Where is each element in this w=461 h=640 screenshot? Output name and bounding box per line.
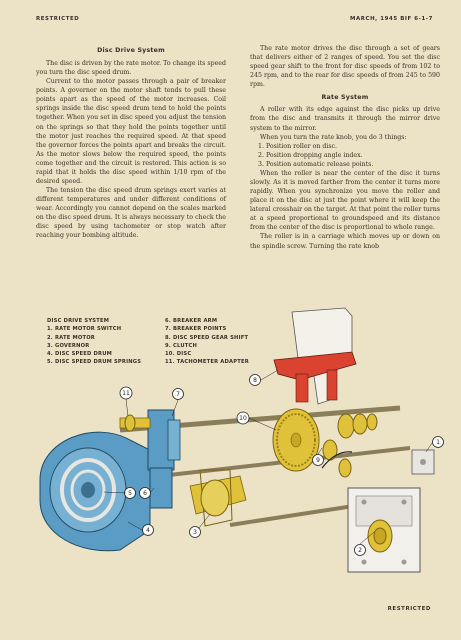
paragraph: The rate motor drives the disc through a set of gears that delivers either of 2 ranges of speed. You set the disc speed gear shift to the front for disc speeds of from 102 to 245 rpm, and to the rear for disc speeds of from 245 to 590 rpm. xyxy=(250,45,440,89)
callout-3 xyxy=(190,527,201,538)
legend-title: DISC DRIVE SYSTEM xyxy=(47,318,110,324)
legend-item: 11. TACHOMETER ADAPTER xyxy=(165,359,249,366)
right-column xyxy=(250,44,440,251)
left-column xyxy=(36,44,226,241)
footer-restricted: RESTRICTED xyxy=(387,606,431,612)
paragraph: The tension the disc speed drum springs exert varies at different temperatures and under different conditions of wear. Accordingly you cannot depend on the scales marked on the disc speed drum. It is always necessary to check the disc speed by using tachometer or stop watch after reaching your bombing altitude. xyxy=(36,187,226,240)
svg-text:9: 9 xyxy=(316,457,320,465)
callout-7 xyxy=(173,389,184,400)
rate-motor-switch xyxy=(412,450,434,474)
paragraph: Current to the motor passes through a pair of breaker points. A governor on the motor shaft tends to pull these points apart as the speed of the motor increases. Coil springs inside the disc speed drum tend to hold the points together. When you set in disc speed you adjust the tension on the springs so that they hold the points together until the motor just reaches the required speed. At that speed the governor forces the points apart and breaks the circuit. As the motor slows below the required speed, the points come together and the circuit is restored. This action is so rapid that it holds the disc speed within 1/10 rpm of the desired speed. xyxy=(36,78,226,186)
svg-text:6: 6 xyxy=(143,490,147,498)
step-list xyxy=(250,142,440,169)
legend-item: 6. BREAKER ARM xyxy=(165,318,218,324)
svg-text:1: 1 xyxy=(436,439,440,447)
section-heading-rate-system: Rate System xyxy=(321,94,369,102)
legend-item: 5. DISC SPEED DRUM SPRINGS xyxy=(47,359,142,366)
callout-4 xyxy=(143,525,154,536)
breaker-arm-block xyxy=(148,410,180,508)
svg-text:3: 3 xyxy=(193,529,197,537)
legend-item: 10. DISC xyxy=(165,351,192,358)
legend-item: 3. GOVERNOR xyxy=(47,342,90,349)
header-restricted: RESTRICTED xyxy=(36,16,80,22)
callout-11 xyxy=(120,387,132,399)
paragraph: A roller with its edge against the disc picks up drive from the disc and transmits it through the mirror drive system to the mirror. xyxy=(250,106,440,132)
gear-shift-bracket xyxy=(274,308,356,404)
section-heading-disc-drive: Disc Drive System xyxy=(97,47,165,54)
callout-10 xyxy=(237,412,249,424)
legend-item: 8. DISC SPEED GEAR SHIFT xyxy=(165,334,249,341)
legend-right xyxy=(165,317,249,367)
callout-6 xyxy=(140,488,151,499)
gear-cluster xyxy=(323,414,377,477)
paragraph: When the roller is near the center of the disc it turns slowly. As it is moved farther from the center it turns more rapidly. When you synchronize you move the roller and place it on the disc at just the point where it will keep the lateral crosshair on the target. At that point the roller turns at a speed proportional to groundspeed and its distance from the center of the disc is proportional to whole range. xyxy=(250,169,440,232)
svg-text:8: 8 xyxy=(253,377,257,385)
legend-item: 9. CLUTCH xyxy=(165,342,198,349)
svg-text:5: 5 xyxy=(128,490,132,498)
legend-item: 1. RATE MOTOR SWITCH xyxy=(47,326,122,333)
list-item: 2. Position dropping angle index. xyxy=(258,151,363,159)
svg-text:4: 4 xyxy=(146,527,150,535)
svg-text:11: 11 xyxy=(122,390,130,398)
svg-text:10: 10 xyxy=(239,415,247,423)
svg-text:2: 2 xyxy=(358,547,362,555)
svg-text:7: 7 xyxy=(176,391,180,399)
callout-1 xyxy=(433,437,444,448)
legend-item: 7. BREAKER POINTS xyxy=(165,326,227,333)
legend-item: 4. DISC SPEED DRUM xyxy=(47,351,112,358)
callout-5 xyxy=(125,488,136,499)
callout-2 xyxy=(355,545,366,556)
callout-9 xyxy=(313,455,324,466)
list-item: 1. Position roller on disc. xyxy=(258,142,338,150)
legend-item: 2. RATE MOTOR xyxy=(47,334,95,341)
disc-gear xyxy=(273,409,319,471)
paragraph: The disc is driven by the rate motor. To change its speed you turn the disc speed drum. xyxy=(36,60,226,77)
paragraph: The roller is in a carriage which moves up or down on the spindle screw. Turning the rate knob xyxy=(250,233,440,250)
callout-8 xyxy=(250,375,261,386)
header-date-code: MARCH, 1945 BIF 6-1-7 xyxy=(350,16,433,22)
legend-left xyxy=(47,317,141,367)
list-item: 3. Position automatic release points. xyxy=(258,160,374,168)
rate-motor xyxy=(348,488,420,572)
paragraph: When you turn the rate knob, you do 3 things: xyxy=(260,133,407,141)
governor xyxy=(190,470,246,526)
